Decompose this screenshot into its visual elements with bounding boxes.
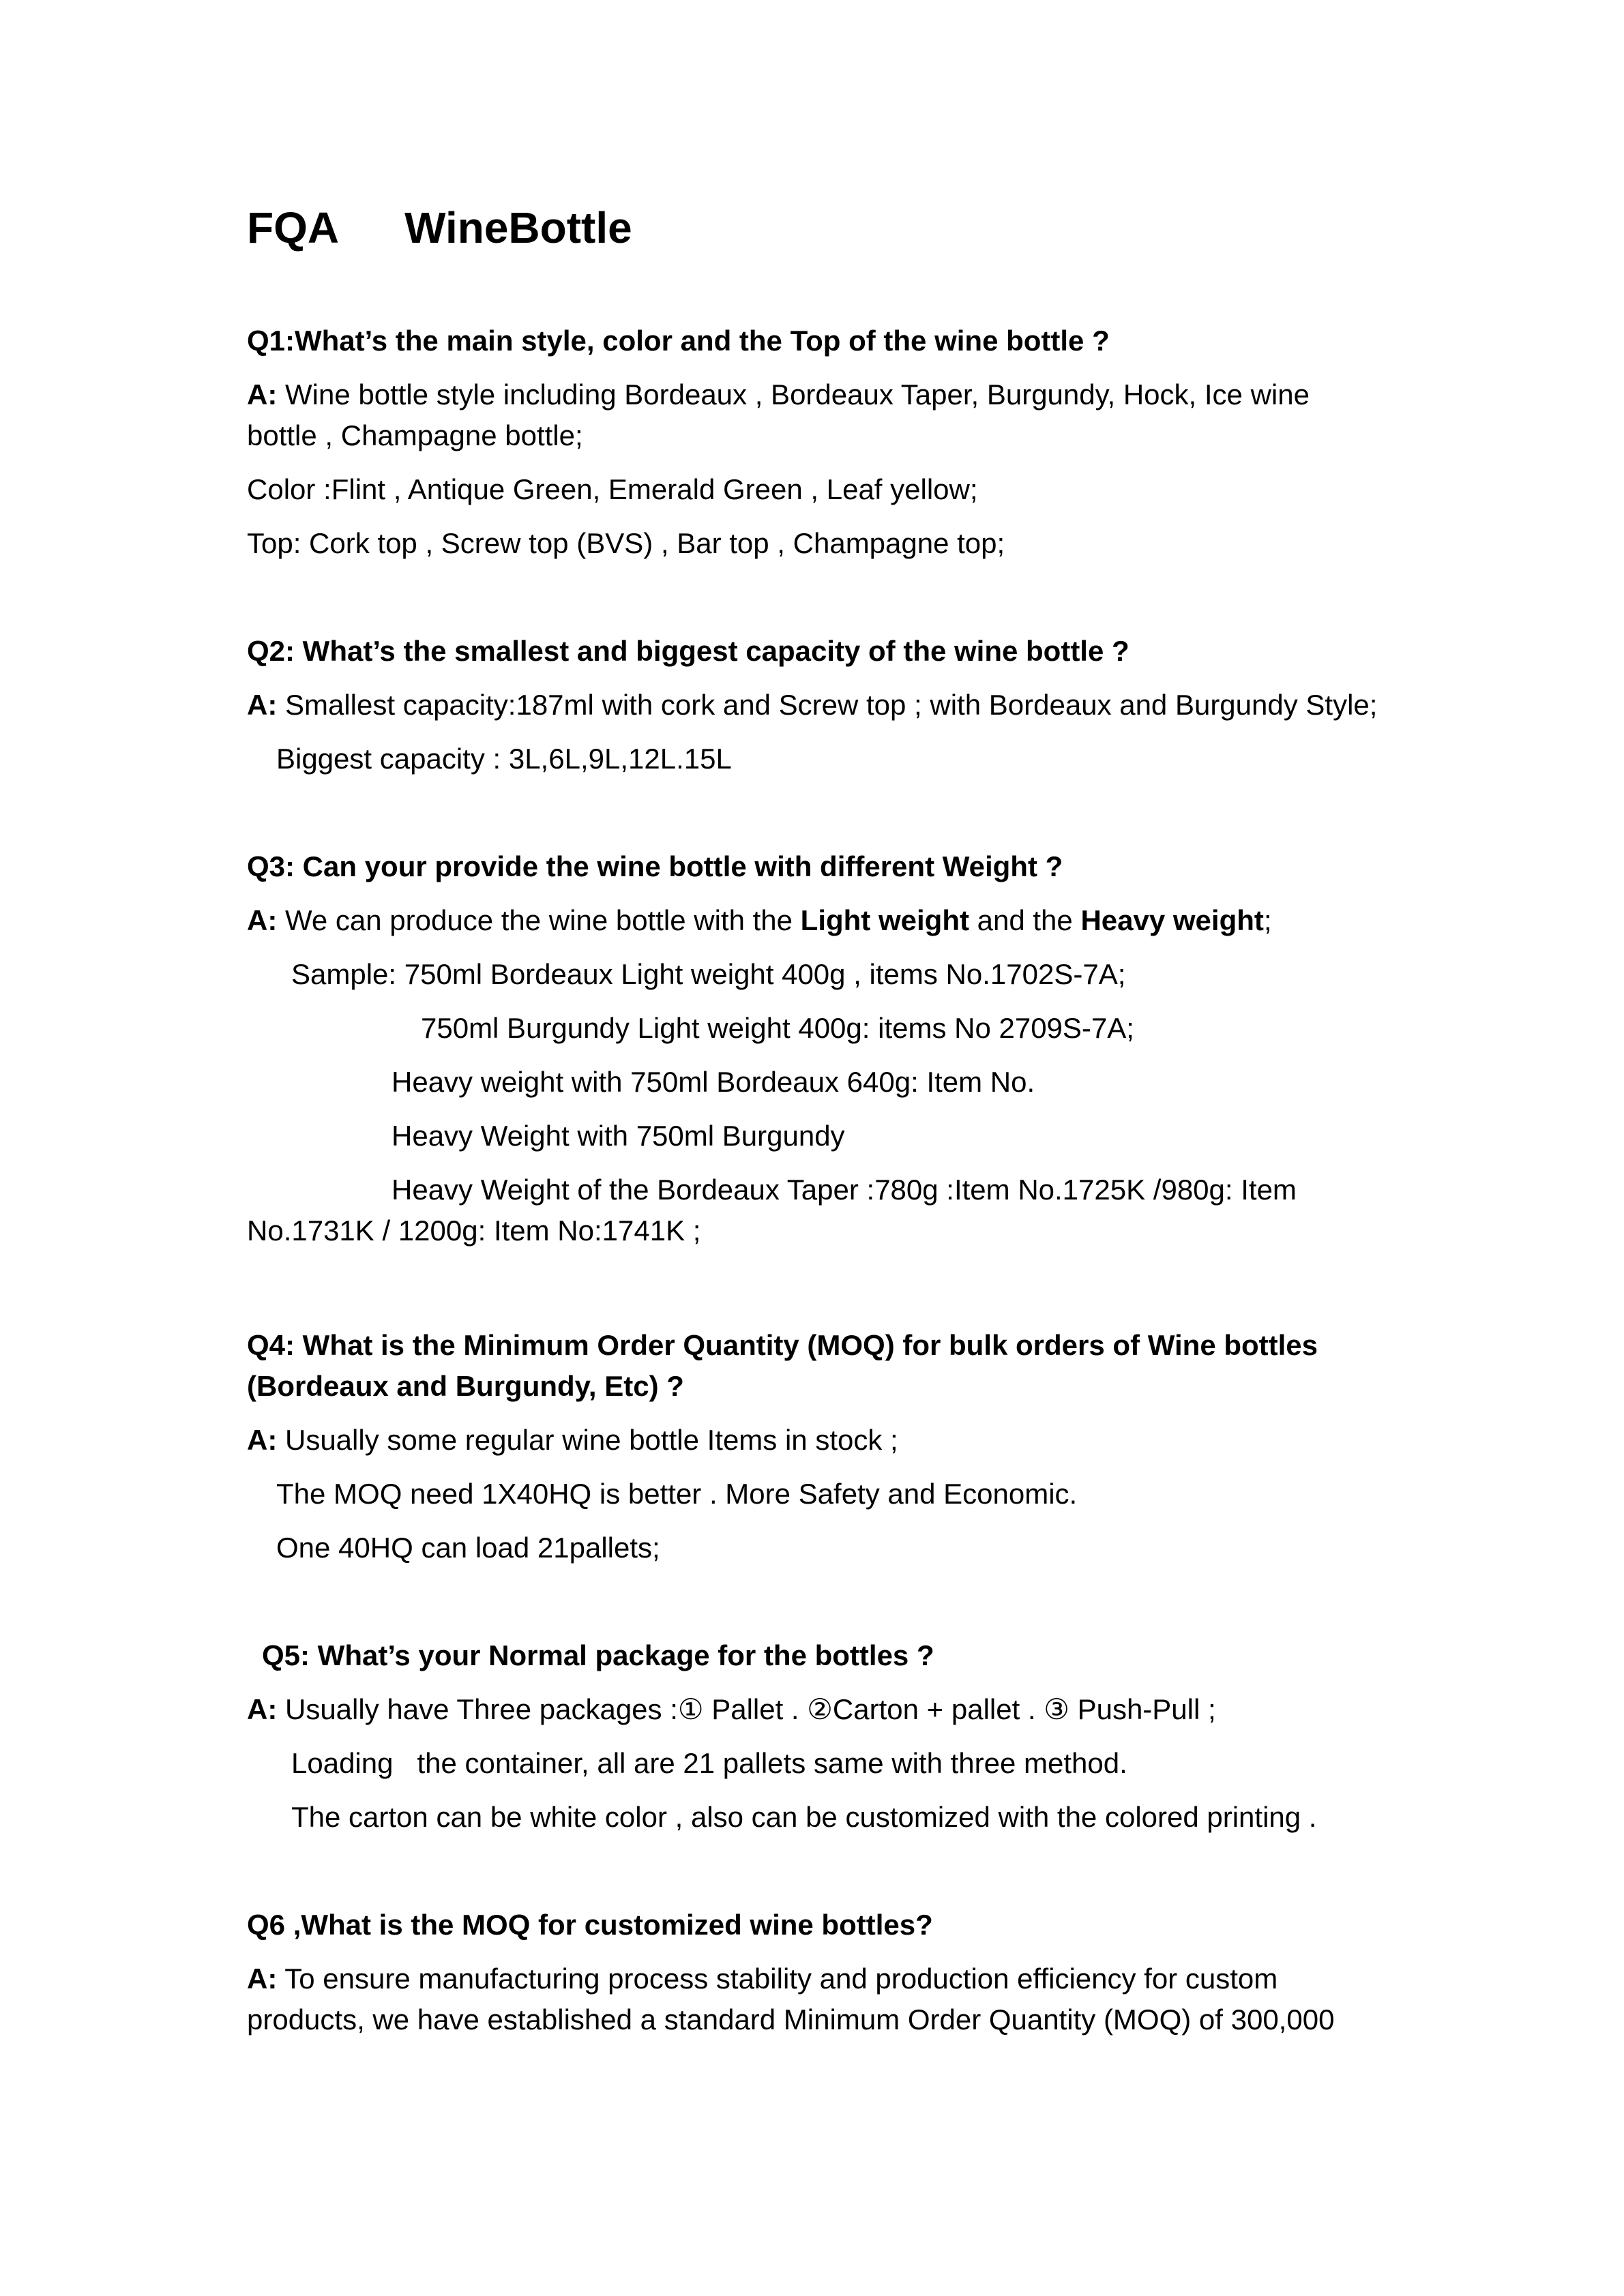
q4-answer-line-3: One 40HQ can load 21pallets; [276,1532,660,1564]
q3-heavy-4: No.1731K / 1200g: Item No:1741K ; [247,1214,701,1247]
q6-question: Q6 ,What is the MOQ for customized wine bottles? [247,1909,933,1941]
q6-answer-line-2: products, we have established a standard Minimum Order Quantity (MOQ) of 300,000 [247,2003,1335,2036]
q4-answer-label: A: [247,1424,278,1456]
q1-answer-line-2: bottle , Champagne bottle; [247,419,583,451]
q3-answer-post: ; [1263,904,1272,936]
q4-question-line-2: (Bordeaux and Burgundy, Etc) ? [247,1370,684,1402]
q3-heavy-weight: Heavy weight [1080,904,1264,936]
q4-question-line-1: Q4: What is the Minimum Order Quantity (MOQ) for bulk orders of Wine bottles [247,1329,1318,1361]
q5-answer-line-2: Loading the container, all are 21 pallets same with three method. [291,1747,1127,1779]
q5-answer-line-1 [247,1693,1216,1727]
q1-question: Q1:What’s the main style, color and the Top of the wine bottle ? [247,325,1110,357]
page-title [247,202,632,254]
q1-answer-line-1 [247,378,1310,412]
title-faq: FQA [247,203,340,252]
q4-answer-line-2: The MOQ need 1X40HQ is better . More Safety and Economic. [276,1478,1078,1510]
q3-sample-2: 750ml Burgundy Light weight 400g: items No 2709S-7A; [421,1012,1134,1044]
q1-top: Top: Cork top , Screw top (BVS) , Bar top , Champagne top; [247,527,1005,559]
q2-answer-line-1 [247,688,1377,722]
q4-answer-line-1 [247,1423,898,1457]
q2-answer-text-1: Smallest capacity:187ml with cork and Screw top ; with Bordeaux and Burgundy Style; [277,689,1378,721]
q6-answer-text-1: To ensure manufacturing process stability and production efficiency for custom [277,1963,1278,1995]
q3-heavy-1: Heavy weight with 750ml Bordeaux 640g: Item No. [392,1066,1035,1098]
q3-answer-mid: and the [969,904,1081,936]
title-wine-bottle: WineBottle [404,203,632,252]
q3-answer-label: A: [247,904,278,936]
q5-question: Q5: What’s your Normal package for the bottles ? [262,1639,934,1671]
q5-answer-line-3: The carton can be white color , also can be customized with the colored printing . [291,1801,1317,1833]
q2-answer-label: A: [247,689,278,721]
q4-answer-text-1: Usually some regular wine bottle Items in stock ; [277,1424,898,1456]
q3-sample-1: Sample: 750ml Bordeaux Light weight 400g , items No.1702S-7A; [291,958,1126,990]
q6-answer-line-1 [247,1962,1278,1996]
q3-heavy-2: Heavy Weight with 750ml Burgundy [392,1120,845,1152]
q5-answer-text-1: Usually have Three packages :① Pallet . ②Carton + pallet . ③ Push-Pull ; [277,1693,1216,1725]
q3-answer-pre: We can produce the wine bottle with the [277,904,801,936]
q3-light-weight: Light weight [800,904,969,936]
q3-heavy-3: Heavy Weight of the Bordeaux Taper :780g :Item No.1725K /980g: Item [392,1174,1297,1206]
q2-question: Q2: What’s the smallest and biggest capacity of the wine bottle ? [247,635,1130,667]
q5-answer-label: A: [247,1693,278,1725]
q1-answer-text-1: Wine bottle style including Bordeaux , Bordeaux Taper, Burgundy, Hock, Ice wine [277,378,1310,411]
q1-answer-label: A: [247,378,278,411]
q2-answer-line-2: Biggest capacity : 3L,6L,9L,12L.15L [276,743,732,775]
q3-question: Q3: Can your provide the wine bottle with different Weight ? [247,850,1063,882]
q1-color: Color :Flint , Antique Green, Emerald Green , Leaf yellow; [247,473,978,505]
q3-answer-line-1 [247,904,1272,938]
q6-answer-label: A: [247,1963,278,1995]
